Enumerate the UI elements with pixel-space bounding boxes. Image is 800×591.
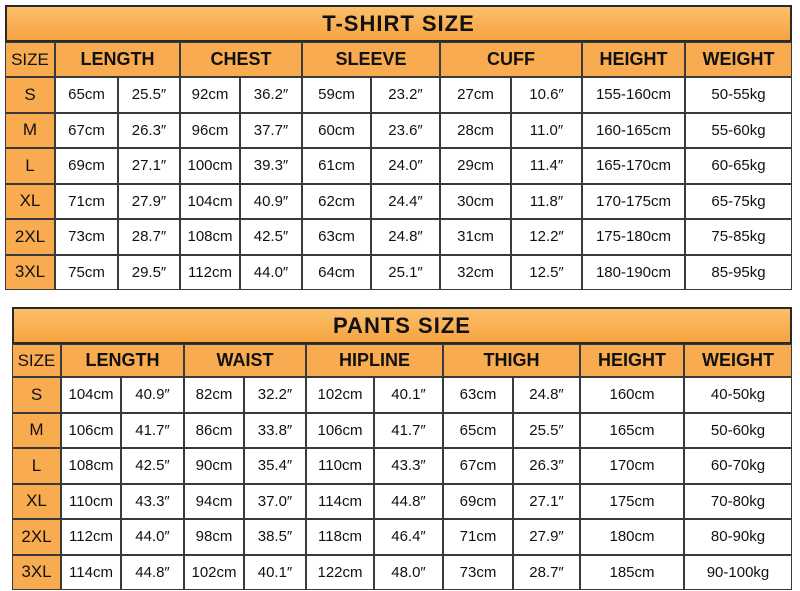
tshirt-cell: 26.3″ — [118, 113, 180, 149]
tshirt-cell: 96cm — [180, 113, 240, 149]
pants-header-weight: WEIGHT — [684, 344, 792, 377]
tshirt-cell: 165-170cm — [582, 148, 685, 184]
pants-cell: 65cm — [443, 413, 513, 449]
tshirt-cell: 61cm — [302, 148, 371, 184]
tshirt-header-chest: CHEST — [180, 42, 302, 77]
pants-cell: 41.7″ — [374, 413, 443, 449]
pants-size-chart — [12, 307, 792, 590]
pants-title: PANTS SIZE — [12, 307, 792, 344]
tshirt-cell: 36.2″ — [240, 77, 302, 113]
tshirt-cell: 175-180cm — [582, 219, 685, 255]
pants-cell: 38.5″ — [244, 519, 306, 555]
tshirt-size-xl: XL — [5, 184, 55, 220]
tshirt-cell: 27cm — [440, 77, 511, 113]
pants-cell: 180cm — [580, 519, 684, 555]
tshirt-cell: 12.2″ — [511, 219, 582, 255]
tshirt-cell: 65-75kg — [685, 184, 792, 220]
tshirt-cell: 11.8″ — [511, 184, 582, 220]
tshirt-cell: 44.0″ — [240, 255, 302, 291]
pants-cell: 102cm — [184, 555, 244, 591]
pants-cell: 104cm — [61, 377, 121, 413]
pants-cell: 112cm — [61, 519, 121, 555]
pants-size-s: S — [12, 377, 61, 413]
pants-cell: 90-100kg — [684, 555, 792, 591]
pants-cell: 69cm — [443, 484, 513, 520]
tshirt-cell: 64cm — [302, 255, 371, 291]
pants-cell: 35.4″ — [244, 448, 306, 484]
pants-cell: 82cm — [184, 377, 244, 413]
pants-cell: 80-90kg — [684, 519, 792, 555]
tshirt-size-l: L — [5, 148, 55, 184]
pants-cell: 43.3″ — [121, 484, 184, 520]
tshirt-header-sleeve: SLEEVE — [302, 42, 440, 77]
pants-cell: 70-80kg — [684, 484, 792, 520]
pants-cell: 165cm — [580, 413, 684, 449]
tshirt-cell: 85-95kg — [685, 255, 792, 291]
pants-cell: 160cm — [580, 377, 684, 413]
pants-header-hipline: HIPLINE — [306, 344, 443, 377]
pants-cell: 185cm — [580, 555, 684, 591]
pants-cell: 28.7″ — [513, 555, 580, 591]
pants-cell: 41.7″ — [121, 413, 184, 449]
pants-cell: 42.5″ — [121, 448, 184, 484]
tshirt-cell: 32cm — [440, 255, 511, 291]
pants-cell: 24.8″ — [513, 377, 580, 413]
tshirt-cell: 24.0″ — [371, 148, 440, 184]
pants-cell: 122cm — [306, 555, 374, 591]
pants-cell: 90cm — [184, 448, 244, 484]
pants-cell: 118cm — [306, 519, 374, 555]
pants-cell: 43.3″ — [374, 448, 443, 484]
tshirt-cell: 63cm — [302, 219, 371, 255]
pants-cell: 110cm — [306, 448, 374, 484]
tshirt-cell: 73cm — [55, 219, 118, 255]
pants-cell: 106cm — [306, 413, 374, 449]
pants-cell: 94cm — [184, 484, 244, 520]
pants-cell: 27.9″ — [513, 519, 580, 555]
tshirt-cell: 69cm — [55, 148, 118, 184]
pants-cell: 44.8″ — [374, 484, 443, 520]
tshirt-cell: 39.3″ — [240, 148, 302, 184]
tshirt-cell: 31cm — [440, 219, 511, 255]
pants-cell: 98cm — [184, 519, 244, 555]
tshirt-cell: 27.1″ — [118, 148, 180, 184]
tshirt-cell: 23.6″ — [371, 113, 440, 149]
tshirt-cell: 28cm — [440, 113, 511, 149]
pants-cell: 86cm — [184, 413, 244, 449]
tshirt-cell: 60cm — [302, 113, 371, 149]
pants-cell: 44.8″ — [121, 555, 184, 591]
pants-cell: 73cm — [443, 555, 513, 591]
pants-cell: 50-60kg — [684, 413, 792, 449]
tshirt-cell: 40.9″ — [240, 184, 302, 220]
pants-cell: 102cm — [306, 377, 374, 413]
tshirt-header-cuff: CUFF — [440, 42, 582, 77]
tshirt-size-s: S — [5, 77, 55, 113]
tshirt-size-3xl: 3XL — [5, 255, 55, 291]
tshirt-header-height: HEIGHT — [582, 42, 685, 77]
tshirt-cell: 100cm — [180, 148, 240, 184]
tshirt-cell: 155-160cm — [582, 77, 685, 113]
pants-size-3xl: 3XL — [12, 555, 61, 591]
tshirt-cell: 60-65kg — [685, 148, 792, 184]
pants-cell: 175cm — [580, 484, 684, 520]
tshirt-size-chart — [5, 5, 792, 290]
pants-cell: 33.8″ — [244, 413, 306, 449]
pants-cell: 40.1″ — [374, 377, 443, 413]
pants-header-length: LENGTH — [61, 344, 184, 377]
tshirt-cell: 12.5″ — [511, 255, 582, 291]
tshirt-header-weight: WEIGHT — [685, 42, 792, 77]
tshirt-cell: 29.5″ — [118, 255, 180, 291]
tshirt-cell: 25.5″ — [118, 77, 180, 113]
pants-cell: 26.3″ — [513, 448, 580, 484]
tshirt-header-length: LENGTH — [55, 42, 180, 77]
pants-cell: 40.9″ — [121, 377, 184, 413]
pants-cell: 114cm — [61, 555, 121, 591]
pants-cell: 108cm — [61, 448, 121, 484]
tshirt-cell: 59cm — [302, 77, 371, 113]
tshirt-cell: 37.7″ — [240, 113, 302, 149]
pants-cell: 114cm — [306, 484, 374, 520]
pants-size-xl: XL — [12, 484, 61, 520]
tshirt-cell: 112cm — [180, 255, 240, 291]
tshirt-cell: 24.8″ — [371, 219, 440, 255]
pants-cell: 25.5″ — [513, 413, 580, 449]
tshirt-cell: 29cm — [440, 148, 511, 184]
tshirt-cell: 67cm — [55, 113, 118, 149]
pants-cell: 170cm — [580, 448, 684, 484]
tshirt-cell: 30cm — [440, 184, 511, 220]
pants-cell: 32.2″ — [244, 377, 306, 413]
pants-cell: 48.0″ — [374, 555, 443, 591]
pants-header-height: HEIGHT — [580, 344, 684, 377]
tshirt-cell: 27.9″ — [118, 184, 180, 220]
pants-cell: 106cm — [61, 413, 121, 449]
tshirt-cell: 170-175cm — [582, 184, 685, 220]
pants-cell: 71cm — [443, 519, 513, 555]
tshirt-cell: 11.4″ — [511, 148, 582, 184]
tshirt-cell: 50-55kg — [685, 77, 792, 113]
pants-cell: 37.0″ — [244, 484, 306, 520]
tshirt-cell: 55-60kg — [685, 113, 792, 149]
tshirt-cell: 75cm — [55, 255, 118, 291]
tshirt-cell: 160-165cm — [582, 113, 685, 149]
tshirt-size-2xl: 2XL — [5, 219, 55, 255]
tshirt-cell: 104cm — [180, 184, 240, 220]
pants-cell: 40-50kg — [684, 377, 792, 413]
pants-cell: 110cm — [61, 484, 121, 520]
pants-cell: 67cm — [443, 448, 513, 484]
tshirt-cell: 23.2″ — [371, 77, 440, 113]
tshirt-title: T-SHIRT SIZE — [5, 5, 792, 42]
pants-size-header: SIZE — [12, 344, 61, 377]
tshirt-cell: 42.5″ — [240, 219, 302, 255]
pants-size-2xl: 2XL — [12, 519, 61, 555]
tshirt-cell: 108cm — [180, 219, 240, 255]
pants-cell: 63cm — [443, 377, 513, 413]
pants-header-waist: WAIST — [184, 344, 306, 377]
tshirt-cell: 75-85kg — [685, 219, 792, 255]
pants-cell: 40.1″ — [244, 555, 306, 591]
pants-cell: 60-70kg — [684, 448, 792, 484]
tshirt-size-m: M — [5, 113, 55, 149]
tshirt-cell: 92cm — [180, 77, 240, 113]
tshirt-cell: 180-190cm — [582, 255, 685, 291]
tshirt-cell: 25.1″ — [371, 255, 440, 291]
tshirt-cell: 24.4″ — [371, 184, 440, 220]
tshirt-cell: 10.6″ — [511, 77, 582, 113]
pants-header-thigh: THIGH — [443, 344, 580, 377]
tshirt-cell: 11.0″ — [511, 113, 582, 149]
tshirt-cell: 28.7″ — [118, 219, 180, 255]
tshirt-cell: 65cm — [55, 77, 118, 113]
tshirt-cell: 62cm — [302, 184, 371, 220]
tshirt-cell: 71cm — [55, 184, 118, 220]
tshirt-size-header: SIZE — [5, 42, 55, 77]
pants-cell: 27.1″ — [513, 484, 580, 520]
pants-size-m: M — [12, 413, 61, 449]
pants-cell: 46.4″ — [374, 519, 443, 555]
pants-cell: 44.0″ — [121, 519, 184, 555]
pants-size-l: L — [12, 448, 61, 484]
